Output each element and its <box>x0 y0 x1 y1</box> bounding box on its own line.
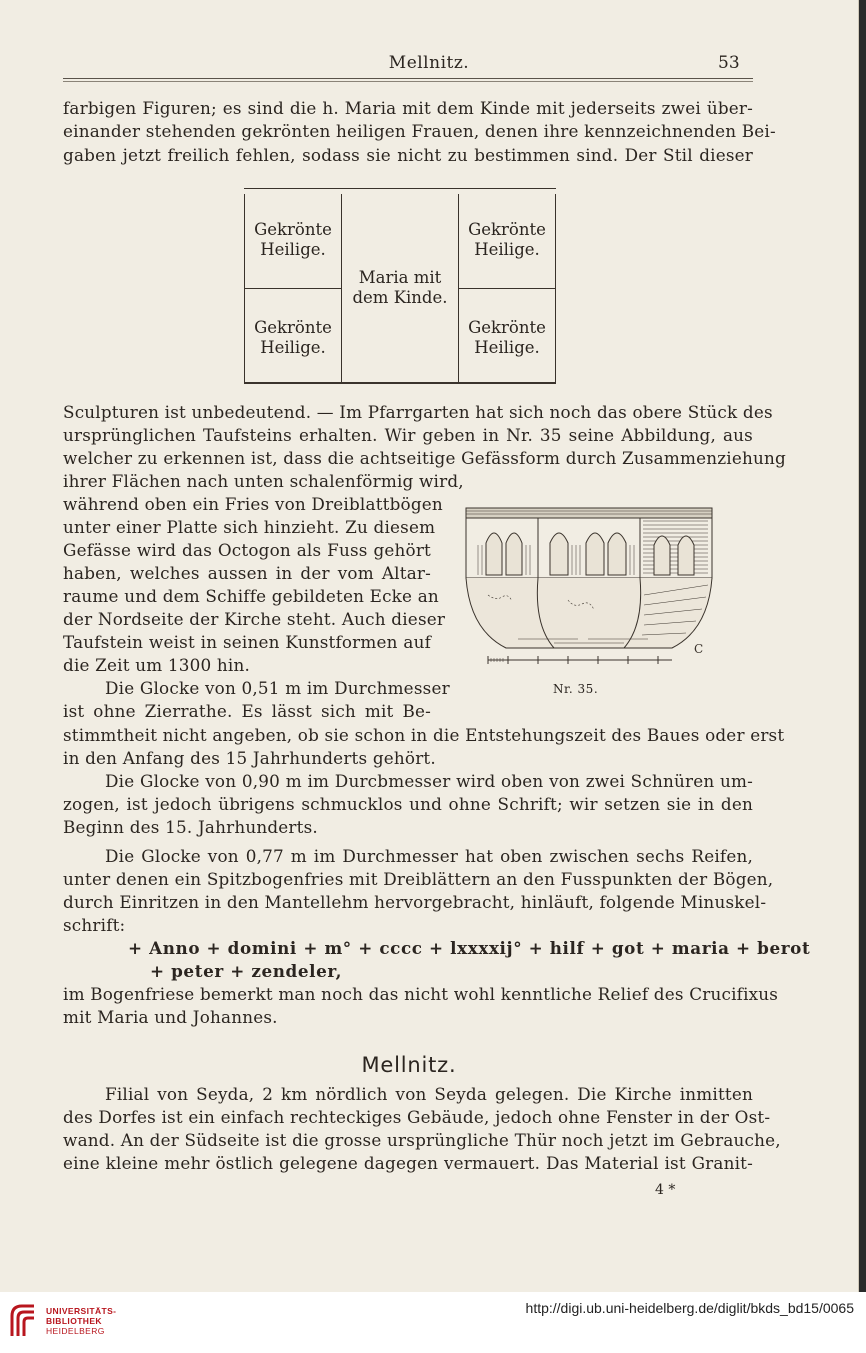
viewer-footer <box>0 1292 866 1353</box>
page-number: 53 <box>718 53 740 73</box>
library-name[interactable]: UNIVERSITÄTS- BIBLIOTHEK HEIDELBERG <box>46 1306 117 1336</box>
text-line: farbigen Figuren; es sind die h. Maria mit dem Kinde mit jederseits zwei über- <box>63 98 753 118</box>
text-line: im Bogenfriese bemerkt man noch das nicht wohl kenntliche Relief des Crucifixus <box>63 984 779 1004</box>
section-heading: Mellnitz. <box>361 1053 457 1077</box>
text-line: die Zeit um 1300 hin. <box>63 655 251 675</box>
signature-mark: 4 * <box>655 1182 676 1198</box>
text-line: welcher zu erkennen ist, dass die achtseitige Gefässform durch Zusammenziehung <box>63 448 786 468</box>
text-line: schrift: <box>63 915 126 935</box>
baptismal-font-illustration <box>458 505 716 670</box>
text-line: stimmtheit nicht angeben, ob sie schon in die Entstehungszeit des Baues oder erst <box>63 725 785 745</box>
text-line: eine kleine mehr östlich gelegene dagegen vermauert. Das Material ist Granit- <box>63 1153 753 1173</box>
header-rule-lower <box>63 81 753 82</box>
text-line: wand. An der Südseite ist die grosse ursprüngliche Thür noch jetzt im Gebrauche, <box>63 1130 781 1150</box>
engraver-signature: C <box>694 642 704 656</box>
cell-bottom-right: Gekrönte Heilige. <box>468 318 546 357</box>
text-line: während oben ein Fries von Dreiblattbögen <box>63 494 443 514</box>
text-line: Gefässe wird das Octogon als Fuss gehört <box>63 540 431 560</box>
text-line: Die Glocke von 0,51 m im Durchmesser <box>105 678 450 698</box>
permalink-url[interactable]: http://digi.ub.uni-heidelberg.de/diglit/bkds_bd15/0065 <box>525 1300 854 1316</box>
text-line: Taufstein weist in seinen Kunstformen auf <box>63 632 431 652</box>
text-line: unter einer Platte sich hinzieht. Zu diesem <box>63 517 436 537</box>
text-line: in den Anfang des 15 Jahrhunderts gehört. <box>63 748 436 768</box>
text-line: des Dorfes ist ein einfach rechteckiges Gebäude, jedoch ohne Fenster in der Ost- <box>63 1107 771 1127</box>
cell-top-right: Gekrönte Heilige. <box>468 220 546 259</box>
text-line: der Nordseite der Kirche steht. Auch dieser <box>63 609 446 629</box>
text-line: gaben jetzt freilich fehlen, sodass sie nicht zu bestimmen sind. Der Stil dieser <box>63 145 753 165</box>
text-line: unter denen ein Spitzbogenfries mit Dreiblättern an den Fusspunkten der Bögen, <box>63 869 774 889</box>
text-line: Beginn des 15. Jahrhunderts. <box>63 817 318 837</box>
text-line: durch Einritzen in den Mantellehm hervorgebracht, hinläuft, folgende Minuskel- <box>63 892 767 912</box>
text-line: einander stehenden gekrönten heiligen Frauen, denen ihre kennzeichnenden Bei- <box>63 121 776 141</box>
cell-bottom-left: Gekrönte Heilige. <box>254 318 332 357</box>
text-line: Filial von Seyda, 2 km nördlich von Seyda gelegen. Die Kirche inmitten <box>105 1084 753 1104</box>
bell-inscription-line: + peter + zendeler, <box>150 961 343 981</box>
text-line: haben, welches aussen in der vom Altar- <box>63 563 431 583</box>
text-line: ihrer Flächen nach unten schalenförmig wird, <box>63 471 464 491</box>
text-line: Sculpturen ist unbedeutend. — Im Pfarrgarten hat sich noch das obere Stück des <box>63 402 773 422</box>
cell-top-left: Gekrönte Heilige. <box>254 220 332 259</box>
figure-caption: Nr. 35. <box>553 682 599 696</box>
figure-arrangement-table <box>244 188 556 384</box>
text-line: mit Maria und Johannes. <box>63 1007 278 1027</box>
text-line: zogen, ist jedoch übrigens schmucklos und ohne Schrift; wir setzen sie in den <box>63 794 753 814</box>
running-title: Mellnitz. <box>388 53 470 73</box>
text-line: Die Glocke von 0,90 m im Durcbmesser wird oben von zwei Schnüren um- <box>105 771 753 791</box>
text-line: ursprünglichen Taufsteins erhalten. Wir geben in Nr. 35 seine Abbildung, aus <box>63 425 753 445</box>
cell-center: Maria mit dem Kinde. <box>352 268 448 307</box>
text-line: ist ohne Zierrathe. Es lässt sich mit Be- <box>63 701 431 721</box>
text-line: raume und dem Schiffe gebildeten Ecke an <box>63 586 439 606</box>
library-logo-icon[interactable] <box>8 1302 38 1338</box>
text-line: Die Glocke von 0,77 m im Durchmesser hat oben zwischen sechs Reifen, <box>105 846 753 866</box>
header-rule <box>63 78 753 79</box>
bell-inscription-line: + Anno + domini + m° + cccc + lxxxxij° + hilf + got + maria + berot <box>128 938 811 958</box>
